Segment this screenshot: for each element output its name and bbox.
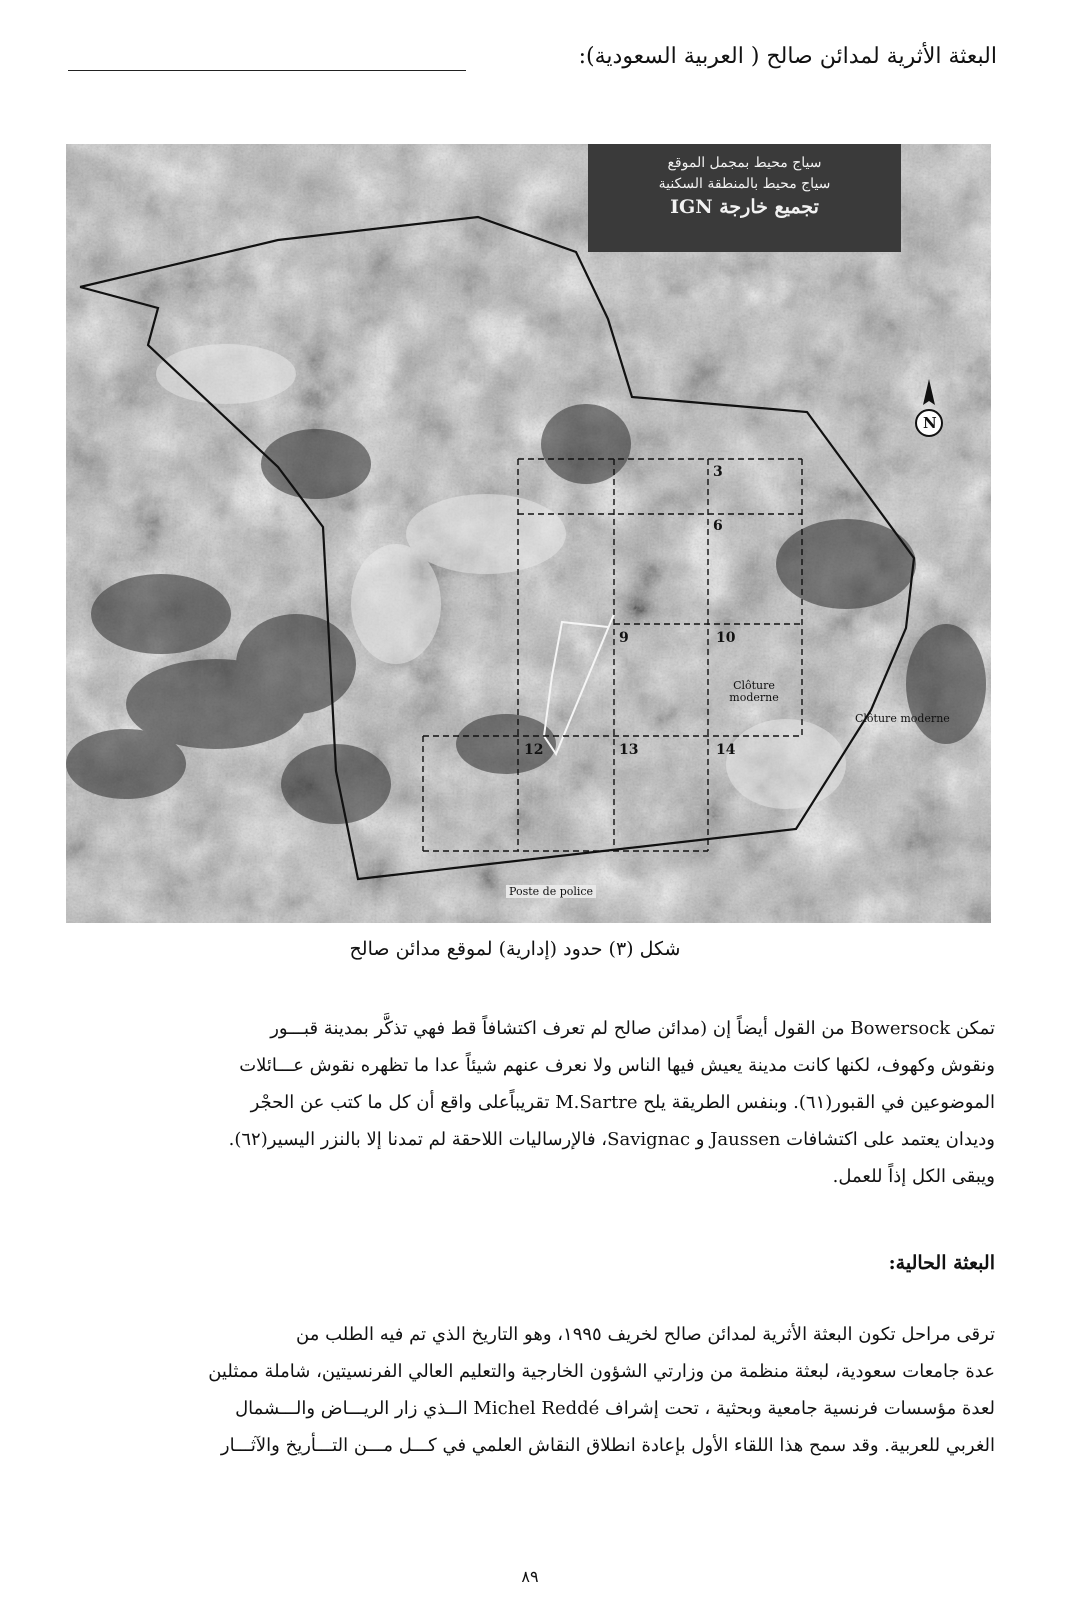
header-rule xyxy=(68,70,466,71)
map-graphic xyxy=(66,144,991,923)
section-heading: البعثة الحالية: xyxy=(888,1252,995,1274)
paragraph-line: الغربي للعربية. وقد سمح هذا اللقاء الأول بإعادة انطلاق النقاش العلمي في كـــل مـــن التـــأريخ والآثـــار xyxy=(220,1435,995,1456)
satellite-map-figure xyxy=(66,144,991,923)
zone-number-10: 10 xyxy=(716,630,736,646)
paragraph-1 xyxy=(90,1010,995,1195)
police-post-label: Poste de police xyxy=(506,885,596,898)
legend-ign: تجميع خارجة IGN xyxy=(670,196,819,218)
zone-number-6: 6 xyxy=(713,518,723,534)
paragraph-line: ونقوش وكهوف، لكنها كانت مدينة يعيش فيها الناس ولا نعرف عنهم شيئاً عدا ما تظهره نقوش عـــائلات xyxy=(239,1055,995,1076)
paragraph-line: تمكن Bowersock من القول أيضاً إن (مدائن صالح لم تعرف اكتشافاً قط فهي تذكَّر بمدينة قبـــور xyxy=(270,1018,995,1039)
figure-caption: شكل (٣) حدود (إدارية) لموقع مدائن صالح xyxy=(349,938,681,960)
zone-number-13: 13 xyxy=(619,742,639,758)
zone-number-12: 12 xyxy=(524,742,544,758)
north-label: N xyxy=(923,414,937,432)
legend-outer-fence: سياج محيط بمجمل الموقع xyxy=(667,155,822,171)
paragraph-line: ويبقى الكل إذاً للعمل. xyxy=(832,1166,995,1187)
paragraph-line: عدة جامعات سعودية، لبعثة منظمة من وزارتي الشؤون الخارجية والتعليم العالي الفرنسيتين، شاملة ممثلين xyxy=(208,1361,995,1382)
paragraph-line: الموضوعين في القبور(٦١). وبنفس الطريقة يلح M.Sartre تقريباًعلى واقع أن كل ما كتب عن الحجْر xyxy=(250,1092,995,1113)
paragraph-line: وديدان يعتمد على اكتشافات Jaussen و Savignac، فالإرساليات اللاحقة لم تمدنا إلا بالنزر اليسير(٦٢). xyxy=(228,1129,995,1150)
legend-inner-fence: سياج محيط بالمنطقة السكنية xyxy=(658,176,831,192)
north-arrow-icon xyxy=(911,379,947,439)
paragraph-2 xyxy=(90,1316,995,1464)
paragraph-line: ترقى مراحل تكون البعثة الأثرية لمدائن صالح لخريف ١٩٩٥، وهو التاريخ الذي تم فيه الطلب من xyxy=(296,1324,995,1345)
map-legend xyxy=(588,144,901,252)
running-head: البعثة الأثرية لمدائن صالح ( العربية السعودية): xyxy=(578,44,997,69)
zone-number-9: 9 xyxy=(619,630,629,646)
paragraph-line: لعدة مؤسسات فرنسية جامعية وبحثية ، تحت إشراف Michel Reddé الــذي زار الريـــاض والـــشمال xyxy=(235,1398,995,1419)
cloture-outer-label: Clôture moderne xyxy=(855,712,950,725)
zone-number-3: 3 xyxy=(713,464,723,480)
zone-number-14: 14 xyxy=(716,742,736,758)
page-number: ٨٩ xyxy=(521,1567,539,1586)
cloture-inner-label: Clôture moderne xyxy=(729,679,779,704)
